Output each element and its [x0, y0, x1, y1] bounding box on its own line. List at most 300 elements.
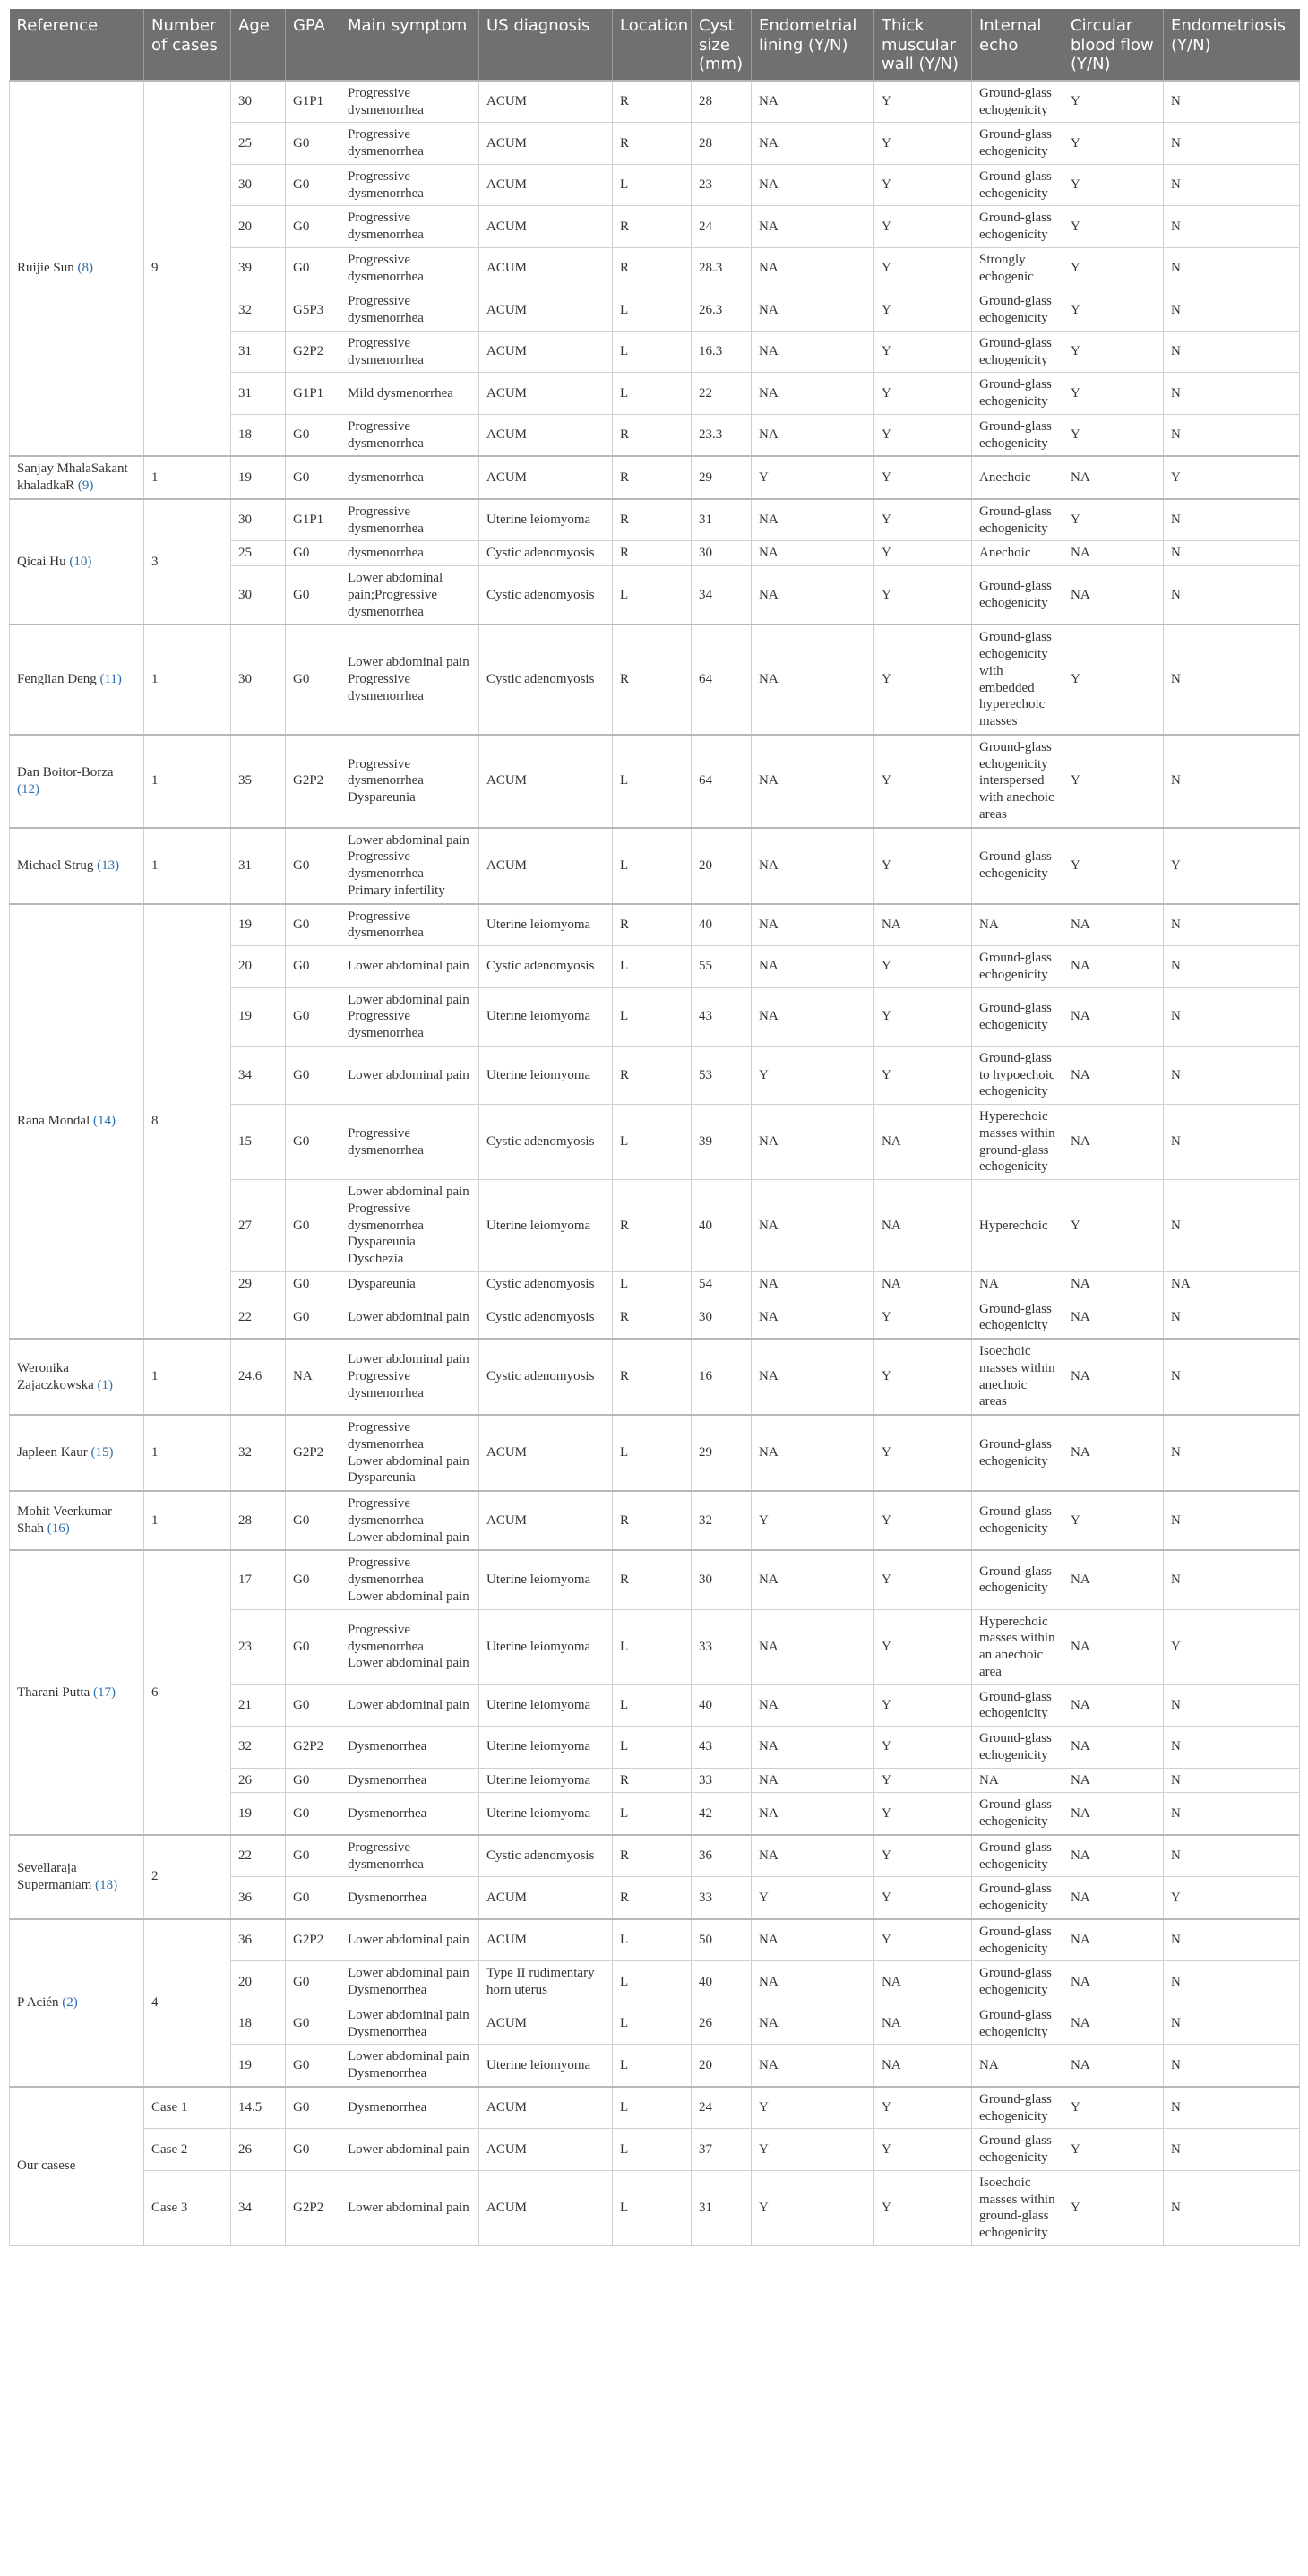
cell-us-diagnosis: ACUM — [479, 206, 613, 248]
cell-thick-muscular-wall: NA — [874, 2003, 972, 2045]
cell-age: 14.5 — [231, 2087, 286, 2129]
cell-age: 30 — [231, 164, 286, 206]
cell-reference — [10, 1835, 144, 1919]
cell-endometrial-lining: Y — [752, 2087, 874, 2129]
table-row — [10, 81, 1300, 123]
cell-circular-blood-flow: NA — [1063, 1919, 1164, 1961]
cell-endometrial-lining: NA — [752, 2003, 874, 2045]
cell-circular-blood-flow: NA — [1063, 1877, 1164, 1919]
cell-gpa: G0 — [286, 2003, 340, 2045]
cell-gpa: G0 — [286, 625, 340, 735]
cell-main-symptom: Lower abdominal pain — [340, 946, 479, 988]
cell-circular-blood-flow: Y — [1063, 81, 1164, 123]
cell-location: L — [613, 1793, 692, 1835]
cell-cyst-size: 23 — [692, 164, 752, 206]
cell-internal-echo: Hyperechoic masses within an anechoic area — [972, 1609, 1063, 1684]
cell-main-symptom: Lower abdominal pain Progressive dysmenorrhea Primary infertility — [340, 828, 479, 904]
cell-thick-muscular-wall: NA — [874, 1105, 972, 1180]
header-thick-muscular-wall: Thick muscular wall (Y/N) — [874, 9, 972, 81]
cell-endometriosis: N — [1164, 1105, 1300, 1180]
cell-us-diagnosis: ACUM — [479, 2129, 613, 2171]
cell-age: 20 — [231, 946, 286, 988]
cell-circular-blood-flow: NA — [1063, 1105, 1164, 1180]
cell-cyst-size: 29 — [692, 456, 752, 499]
cell-circular-blood-flow: NA — [1063, 1271, 1164, 1297]
cell-endometriosis: Y — [1164, 1609, 1300, 1684]
cell-main-symptom: Lower abdominal pain Dysmenorrhea — [340, 1961, 479, 2003]
cell-thick-muscular-wall: Y — [874, 828, 972, 904]
cell-endometriosis: N — [1164, 1768, 1300, 1793]
cell-cyst-size: 16 — [692, 1339, 752, 1415]
reference-author: Tharani Putta — [17, 1684, 90, 1700]
cell-us-diagnosis: ACUM — [479, 735, 613, 828]
cell-endometrial-lining: Y — [752, 1046, 874, 1104]
cell-endometrial-lining: NA — [752, 946, 874, 988]
cell-number-of-cases: 4 — [144, 1919, 231, 2087]
cell-gpa: G0 — [286, 946, 340, 988]
cell-main-symptom: Progressive dysmenorrhea — [340, 499, 479, 541]
cell-us-diagnosis: Cystic adenomyosis — [479, 1297, 613, 1339]
cell-circular-blood-flow: Y — [1063, 331, 1164, 373]
cell-endometriosis: N — [1164, 625, 1300, 735]
cell-location: L — [613, 1919, 692, 1961]
cell-cyst-size: 26.3 — [692, 289, 752, 332]
cell-cyst-size: 24 — [692, 2087, 752, 2129]
reference-author: Japleen Kaur — [17, 1445, 88, 1460]
cell-cyst-size: 43 — [692, 1727, 752, 1769]
cell-main-symptom: Progressive dysmenorrhea Lower abdominal pain — [340, 1609, 479, 1684]
cell-thick-muscular-wall: Y — [874, 331, 972, 373]
cell-gpa: G0 — [286, 1046, 340, 1104]
table-row — [10, 1835, 1300, 1877]
cell-age: 32 — [231, 1727, 286, 1769]
cell-cyst-size: 16.3 — [692, 331, 752, 373]
cell-gpa: G0 — [286, 456, 340, 499]
table-row — [10, 1550, 1300, 1609]
cell-internal-echo: Hyperechoic — [972, 1180, 1063, 1272]
reference-citation-link[interactable]: (16) — [47, 1521, 70, 1537]
cell-thick-muscular-wall: Y — [874, 1727, 972, 1769]
cell-age: 18 — [231, 2003, 286, 2045]
cell-internal-echo: Ground-glass echogenicity — [972, 1877, 1063, 1919]
header-us-diagnosis: US diagnosis — [479, 9, 613, 81]
cell-location: L — [613, 828, 692, 904]
cell-us-diagnosis: ACUM — [479, 456, 613, 499]
cell-endometriosis: N — [1164, 499, 1300, 541]
cell-us-diagnosis: Cystic adenomyosis — [479, 946, 613, 988]
cell-main-symptom: Lower abdominal pain — [340, 2170, 479, 2245]
cell-cyst-size: 39 — [692, 1105, 752, 1180]
cell-circular-blood-flow: NA — [1063, 1835, 1164, 1877]
reference-citation-link[interactable]: (9) — [77, 478, 94, 494]
cell-endometriosis: N — [1164, 541, 1300, 566]
cell-circular-blood-flow: Y — [1063, 2129, 1164, 2171]
cell-location: R — [613, 1550, 692, 1609]
cell-us-diagnosis: ACUM — [479, 289, 613, 332]
cell-thick-muscular-wall: Y — [874, 2170, 972, 2245]
cell-thick-muscular-wall: Y — [874, 164, 972, 206]
table-row — [10, 1491, 1300, 1550]
cell-internal-echo: Ground-glass echogenicity — [972, 164, 1063, 206]
cell-age: 19 — [231, 1793, 286, 1835]
cell-age: 22 — [231, 1297, 286, 1339]
cell-location: R — [613, 1297, 692, 1339]
cell-us-diagnosis: Cystic adenomyosis — [479, 541, 613, 566]
cell-main-symptom: Dyspareunia — [340, 1271, 479, 1297]
reference-citation-link[interactable]: (13) — [97, 857, 120, 873]
case-comparison-table — [9, 9, 1300, 2246]
cell-endometriosis: NA — [1164, 1271, 1300, 1297]
cell-gpa: G2P2 — [286, 735, 340, 828]
cell-internal-echo: Ground-glass echogenicity — [972, 1297, 1063, 1339]
cell-us-diagnosis: Cystic adenomyosis — [479, 1835, 613, 1877]
cell-circular-blood-flow: Y — [1063, 2170, 1164, 2245]
cell-internal-echo: Ground-glass echogenicity — [972, 1835, 1063, 1877]
cell-internal-echo: Ground-glass echogenicity — [972, 1684, 1063, 1727]
cell-cyst-size: 43 — [692, 987, 752, 1046]
cell-reference — [10, 1550, 144, 1835]
cell-age: 36 — [231, 1919, 286, 1961]
cell-cyst-size: 40 — [692, 1684, 752, 1727]
cell-cyst-size: 55 — [692, 946, 752, 988]
cell-location: L — [613, 566, 692, 625]
cell-us-diagnosis: Uterine leiomyoma — [479, 1180, 613, 1272]
cell-main-symptom: Lower abdominal pain;Progressive dysmenorrhea — [340, 566, 479, 625]
cell-internal-echo: Ground-glass echogenicity — [972, 2003, 1063, 2045]
cell-main-symptom: Dysmenorrhea — [340, 1768, 479, 1793]
reference-citation-link[interactable]: (10) — [69, 554, 92, 569]
cell-location: L — [613, 2045, 692, 2087]
cell-thick-muscular-wall: Y — [874, 247, 972, 289]
cell-circular-blood-flow: NA — [1063, 2045, 1164, 2087]
cell-thick-muscular-wall: Y — [874, 123, 972, 165]
cell-internal-echo: Ground-glass echogenicity — [972, 2129, 1063, 2171]
cell-internal-echo: Ground-glass echogenicity — [972, 1793, 1063, 1835]
cell-main-symptom: Progressive dysmenorrhea Dyspareunia — [340, 735, 479, 828]
cell-us-diagnosis: ACUM — [479, 2087, 613, 2129]
cell-location: L — [613, 164, 692, 206]
cell-endometrial-lining: NA — [752, 414, 874, 456]
cell-endometrial-lining: NA — [752, 625, 874, 735]
cell-age: 34 — [231, 2170, 286, 2245]
cell-main-symptom: Progressive dysmenorrhea Lower abdominal pain — [340, 1491, 479, 1550]
cell-internal-echo: Strongly echogenic — [972, 247, 1063, 289]
cell-age: 30 — [231, 499, 286, 541]
cell-age: 36 — [231, 1877, 286, 1919]
cell-circular-blood-flow: Y — [1063, 289, 1164, 332]
cell-internal-echo: Ground-glass echogenicity — [972, 1415, 1063, 1491]
cell-internal-echo: NA — [972, 1271, 1063, 1297]
cell-circular-blood-flow: NA — [1063, 1339, 1164, 1415]
reference-author: Qicai Hu — [17, 554, 66, 569]
reference-citation-link[interactable]: (15) — [90, 1445, 114, 1460]
cell-age: 26 — [231, 1768, 286, 1793]
cell-thick-muscular-wall: Y — [874, 1339, 972, 1415]
cell-age: 19 — [231, 2045, 286, 2087]
cell-location: L — [613, 735, 692, 828]
cell-location: L — [613, 1271, 692, 1297]
cell-us-diagnosis: ACUM — [479, 164, 613, 206]
table-row — [10, 2087, 1300, 2129]
reference-citation-link[interactable]: (12) — [17, 781, 39, 797]
table-row — [10, 828, 1300, 904]
cell-endometriosis: Y — [1164, 456, 1300, 499]
cell-location: L — [613, 2170, 692, 2245]
header-endometrial-lining: Endometrial lining (Y/N) — [752, 9, 874, 81]
cell-internal-echo: Ground-glass echogenicity — [972, 566, 1063, 625]
cell-main-symptom: Lower abdominal pain — [340, 1919, 479, 1961]
cell-endometriosis: N — [1164, 1919, 1300, 1961]
cell-us-diagnosis: ACUM — [479, 331, 613, 373]
cell-gpa: G0 — [286, 123, 340, 165]
cell-endometrial-lining: NA — [752, 1919, 874, 1961]
cell-endometriosis: N — [1164, 2087, 1300, 2129]
cell-cyst-size: 64 — [692, 735, 752, 828]
cell-cyst-size: 22 — [692, 373, 752, 415]
cell-circular-blood-flow: Y — [1063, 1491, 1164, 1550]
cell-endometrial-lining: NA — [752, 1793, 874, 1835]
cell-endometrial-lining: NA — [752, 499, 874, 541]
cell-cyst-size: 40 — [692, 904, 752, 946]
table-row — [10, 2170, 1300, 2245]
cell-gpa: G2P2 — [286, 331, 340, 373]
header-main-symptom: Main symptom — [340, 9, 479, 81]
cell-age: 18 — [231, 414, 286, 456]
cell-gpa: G0 — [286, 1877, 340, 1919]
cell-endometriosis: N — [1164, 987, 1300, 1046]
cell-location: R — [613, 904, 692, 946]
cell-endometriosis: N — [1164, 1339, 1300, 1415]
cell-us-diagnosis: Uterine leiomyoma — [479, 2045, 613, 2087]
cell-gpa: G0 — [286, 1491, 340, 1550]
cell-age: 20 — [231, 1961, 286, 2003]
cell-circular-blood-flow: NA — [1063, 1793, 1164, 1835]
cell-us-diagnosis: Uterine leiomyoma — [479, 1727, 613, 1769]
reference-author: Mohit Veerkumar Shah — [17, 1504, 112, 1537]
cell-internal-echo: Anechoic — [972, 456, 1063, 499]
cell-main-symptom: Progressive dysmenorrhea — [340, 123, 479, 165]
cell-circular-blood-flow: NA — [1063, 456, 1164, 499]
cell-main-symptom: dysmenorrhea — [340, 456, 479, 499]
reference-author: Sevellaraja Supermaniam — [17, 1861, 92, 1892]
cell-gpa: G0 — [286, 1793, 340, 1835]
cell-circular-blood-flow: Y — [1063, 2087, 1164, 2129]
cell-us-diagnosis: Uterine leiomyoma — [479, 904, 613, 946]
cell-internal-echo: Isoechoic masses within ground-glass echogenicity — [972, 2170, 1063, 2245]
cell-circular-blood-flow: Y — [1063, 206, 1164, 248]
cell-location: R — [613, 499, 692, 541]
cell-us-diagnosis: ACUM — [479, 373, 613, 415]
cell-endometrial-lining: Y — [752, 1877, 874, 1919]
cell-location: L — [613, 2003, 692, 2045]
cell-cyst-size: 53 — [692, 1046, 752, 1104]
cell-number-of-cases: 1 — [144, 828, 231, 904]
cell-main-symptom: Progressive dysmenorrhea — [340, 289, 479, 332]
cell-cyst-size: 40 — [692, 1961, 752, 2003]
cell-location: L — [613, 987, 692, 1046]
cell-endometrial-lining: Y — [752, 2129, 874, 2171]
cell-cyst-size: 20 — [692, 828, 752, 904]
cell-endometriosis: N — [1164, 123, 1300, 165]
cell-gpa: G0 — [286, 1297, 340, 1339]
cell-thick-muscular-wall: Y — [874, 373, 972, 415]
cell-cyst-size: 30 — [692, 541, 752, 566]
cell-thick-muscular-wall: Y — [874, 81, 972, 123]
cell-age: 39 — [231, 247, 286, 289]
reference-citation-link[interactable]: (8) — [77, 261, 94, 276]
reference-citation-link[interactable]: (1) — [97, 1377, 114, 1392]
reference-author: Fenglian Deng — [17, 672, 97, 687]
cell-location: R — [613, 81, 692, 123]
cell-endometrial-lining: NA — [752, 206, 874, 248]
cell-endometrial-lining: NA — [752, 289, 874, 332]
cell-internal-echo: Ground-glass echogenicity — [972, 373, 1063, 415]
cell-circular-blood-flow: Y — [1063, 735, 1164, 828]
cell-cyst-size: 64 — [692, 625, 752, 735]
cell-age: 22 — [231, 1835, 286, 1877]
cell-endometriosis: N — [1164, 1046, 1300, 1104]
cell-circular-blood-flow: NA — [1063, 1046, 1164, 1104]
cell-cyst-size: 33 — [692, 1877, 752, 1919]
cell-internal-echo: Hyperechoic masses within ground-glass echogenicity — [972, 1105, 1063, 1180]
cell-circular-blood-flow: NA — [1063, 1415, 1164, 1491]
cell-thick-muscular-wall: Y — [874, 456, 972, 499]
cell-number-of-cases: 6 — [144, 1550, 231, 1835]
cell-us-diagnosis: ACUM — [479, 247, 613, 289]
cell-cyst-size: 31 — [692, 499, 752, 541]
cell-thick-muscular-wall: Y — [874, 2087, 972, 2129]
cell-reference — [10, 735, 144, 828]
cell-location: L — [613, 373, 692, 415]
cell-internal-echo: Ground-glass echogenicity with embedded hyperechoic masses — [972, 625, 1063, 735]
reference-citation-link[interactable]: (11) — [99, 672, 122, 687]
cell-age: 29 — [231, 1271, 286, 1297]
cell-gpa: G0 — [286, 1835, 340, 1877]
table-row — [10, 1339, 1300, 1415]
cell-endometriosis: N — [1164, 566, 1300, 625]
cell-main-symptom: Lower abdominal pain — [340, 1297, 479, 1339]
cell-number-of-cases: 1 — [144, 625, 231, 735]
cell-endometrial-lining: Y — [752, 456, 874, 499]
cell-us-diagnosis: ACUM — [479, 1877, 613, 1919]
cell-cyst-size: 54 — [692, 1271, 752, 1297]
cell-internal-echo: Ground-glass echogenicity — [972, 1550, 1063, 1609]
cell-circular-blood-flow: NA — [1063, 1609, 1164, 1684]
cell-endometrial-lining: Y — [752, 2170, 874, 2245]
cell-us-diagnosis: Type II rudimentary horn uterus — [479, 1961, 613, 2003]
cell-age: 35 — [231, 735, 286, 828]
cell-endometriosis: N — [1164, 2045, 1300, 2087]
cell-endometrial-lining: NA — [752, 2045, 874, 2087]
cell-thick-muscular-wall: Y — [874, 499, 972, 541]
cell-location: L — [613, 1961, 692, 2003]
cell-main-symptom: Progressive dysmenorrhea Lower abdominal pain — [340, 1550, 479, 1609]
cell-us-diagnosis: ACUM — [479, 828, 613, 904]
reference-citation-link[interactable]: (2) — [62, 1994, 78, 2010]
cell-case-label: Case 1 — [144, 2087, 231, 2129]
reference-citation-link[interactable]: (17) — [92, 1684, 116, 1700]
cell-endometriosis: N — [1164, 1550, 1300, 1609]
cell-location: R — [613, 1768, 692, 1793]
cell-cyst-size: 29 — [692, 1415, 752, 1491]
cell-endometrial-lining: NA — [752, 373, 874, 415]
cell-us-diagnosis: ACUM — [479, 1919, 613, 1961]
cell-endometrial-lining: NA — [752, 1415, 874, 1491]
cell-internal-echo: Ground-glass echogenicity — [972, 123, 1063, 165]
cell-number-of-cases: 8 — [144, 904, 231, 1340]
reference-author: Ruijie Sun — [17, 261, 74, 276]
cell-gpa: G2P2 — [286, 1415, 340, 1491]
cell-endometrial-lining: NA — [752, 1271, 874, 1297]
cell-gpa: G0 — [286, 566, 340, 625]
header-gpa: GPA — [286, 9, 340, 81]
header-internal-echo: Internal echo — [972, 9, 1063, 81]
cell-cyst-size: 28.3 — [692, 247, 752, 289]
cell-endometriosis: N — [1164, 904, 1300, 946]
cell-endometrial-lining: NA — [752, 541, 874, 566]
cell-endometriosis: N — [1164, 247, 1300, 289]
table-row — [10, 904, 1300, 946]
cell-main-symptom: Mild dysmenorrhea — [340, 373, 479, 415]
reference-author: P Acién — [17, 1994, 59, 2010]
reference-citation-link[interactable]: (14) — [92, 1113, 116, 1128]
cell-endometrial-lining: NA — [752, 164, 874, 206]
cell-thick-muscular-wall: Y — [874, 1835, 972, 1877]
table-row — [10, 1919, 1300, 1961]
cell-circular-blood-flow: NA — [1063, 1961, 1164, 2003]
cell-location: L — [613, 1415, 692, 1491]
cell-thick-muscular-wall: Y — [874, 1684, 972, 1727]
cell-main-symptom: Lower abdominal pain — [340, 2129, 479, 2171]
table-row — [10, 625, 1300, 735]
table-row — [10, 499, 1300, 541]
cell-us-diagnosis: ACUM — [479, 81, 613, 123]
cell-circular-blood-flow: NA — [1063, 1297, 1164, 1339]
cell-location: L — [613, 946, 692, 988]
cell-main-symptom: Dysmenorrhea — [340, 1727, 479, 1769]
cell-gpa: G0 — [286, 541, 340, 566]
cell-reference — [10, 904, 144, 1340]
cell-gpa: NA — [286, 1339, 340, 1415]
cell-thick-muscular-wall: NA — [874, 2045, 972, 2087]
cell-endometriosis: N — [1164, 1684, 1300, 1727]
cell-us-diagnosis: Uterine leiomyoma — [479, 499, 613, 541]
cell-endometriosis: N — [1164, 164, 1300, 206]
cell-gpa: G0 — [286, 1684, 340, 1727]
cell-age: 32 — [231, 1415, 286, 1491]
cell-cyst-size: 36 — [692, 1835, 752, 1877]
reference-citation-link[interactable]: (18) — [95, 1877, 118, 1892]
cell-endometrial-lining: NA — [752, 1105, 874, 1180]
cell-location: R — [613, 1180, 692, 1272]
header-reference: Reference — [10, 9, 144, 81]
cell-age: 27 — [231, 1180, 286, 1272]
cell-thick-muscular-wall: Y — [874, 1609, 972, 1684]
cell-cyst-size: 26 — [692, 2003, 752, 2045]
cell-gpa: G0 — [286, 2087, 340, 2129]
cell-us-diagnosis: Uterine leiomyoma — [479, 1550, 613, 1609]
cell-thick-muscular-wall: Y — [874, 566, 972, 625]
cell-location: R — [613, 456, 692, 499]
cell-internal-echo: Ground-glass echogenicity — [972, 331, 1063, 373]
cell-cyst-size: 33 — [692, 1609, 752, 1684]
cell-endometriosis: N — [1164, 206, 1300, 248]
cell-endometriosis: N — [1164, 1835, 1300, 1877]
cell-endometriosis: N — [1164, 2003, 1300, 2045]
cell-circular-blood-flow: Y — [1063, 164, 1164, 206]
cell-internal-echo: Ground-glass echogenicity — [972, 289, 1063, 332]
cell-location: L — [613, 331, 692, 373]
